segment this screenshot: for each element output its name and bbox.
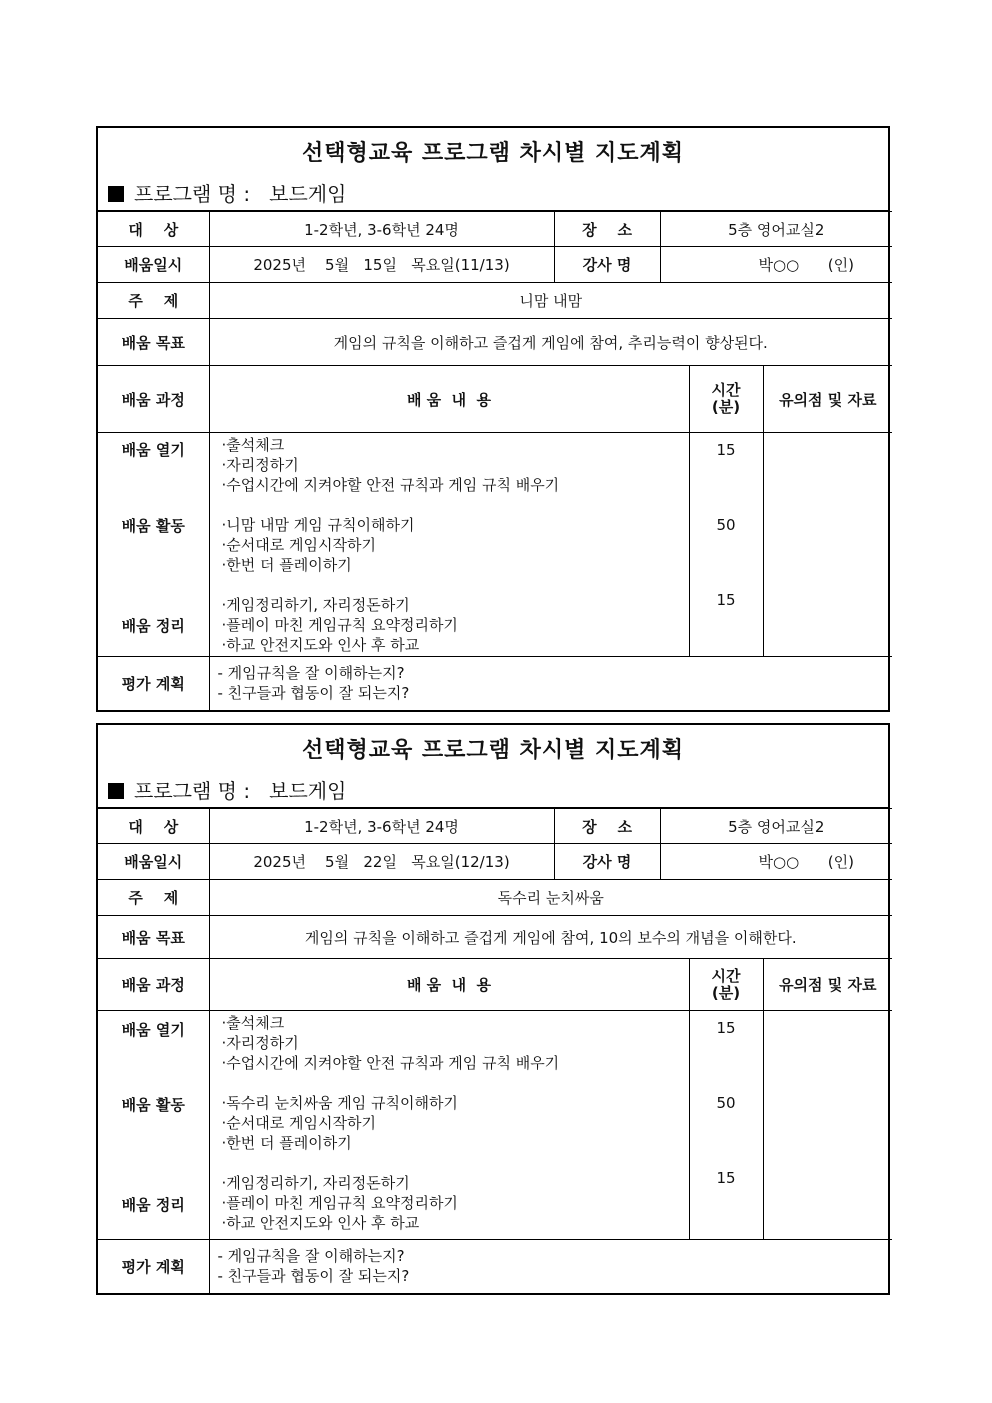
notes-header: 유의점 및 자료 — [763, 959, 892, 1011]
black-square-icon — [108, 783, 124, 799]
plan-table — [98, 211, 892, 710]
teacher-value: 박○○ (인) — [660, 247, 892, 283]
topic-value: 니맘 내맘 — [209, 283, 892, 319]
goal-value: 게임의 규칙을 이해하고 즐겁게 게임에 참여, 10의 보수의 개념을 이해한다. — [209, 916, 892, 959]
plan-title: 선택형교육 프로그램 차시별 지도계획 — [301, 141, 684, 166]
content-line: ·순서대로 게임시작하기 — [221, 1114, 376, 1132]
content-line: ·하교 안전지도와 인사 후 하교 — [221, 1214, 420, 1232]
topic-label: 주 제 — [98, 880, 209, 916]
place-label: 장 소 — [554, 212, 660, 247]
date-label: 배움일시 — [98, 844, 209, 880]
eval-line: - 게임규칙을 잘 이해하는지? — [217, 1247, 405, 1266]
plan-table — [98, 808, 892, 1293]
stage-name-closing: 배움 정리 — [121, 617, 185, 635]
time-header — [689, 959, 763, 1011]
content-line: ·출석체크 — [221, 436, 285, 454]
target-label: 대 상 — [98, 809, 209, 844]
time-closing: 15 — [716, 1169, 736, 1187]
notes-header: 유의점 및 자료 — [763, 366, 892, 433]
stage-names-cell — [98, 1011, 209, 1240]
program-name: 보드게임 — [269, 779, 347, 803]
goal-label: 배움 목표 — [98, 916, 209, 959]
content-line: ·플레이 마친 게임규칙 요약정리하기 — [221, 616, 458, 634]
target-value: 1-2학년, 3-6학년 24명 — [209, 809, 554, 844]
place-value: 5층 영어교실2 — [660, 809, 892, 844]
stage-name-opening: 배움 열기 — [121, 441, 185, 459]
time-cell — [689, 433, 763, 657]
teacher-label: 강사 명 — [554, 247, 660, 283]
topic-value: 독수리 눈치싸움 — [209, 880, 892, 916]
stage-name-activity: 배움 활동 — [121, 517, 185, 535]
time-activity: 50 — [716, 1094, 736, 1112]
date-value: 2025년 5월 15일 목요일(11/13) — [209, 247, 554, 283]
date-value: 2025년 5월 22일 목요일(12/13) — [209, 844, 554, 880]
content-line: ·자리정하기 — [221, 456, 299, 474]
content-line: ·하교 안전지도와 인사 후 하교 — [221, 636, 420, 654]
content-line: ·게임정리하기, 자리정돈하기 — [221, 1174, 410, 1192]
place-value: 5층 영어교실2 — [660, 212, 892, 247]
topic-label: 주 제 — [98, 283, 209, 319]
time-activity: 50 — [716, 516, 736, 534]
goal-value: 게임의 규칙을 이해하고 즐겁게 게임에 참여, 추리능력이 향상된다. — [209, 319, 892, 366]
program-name-line — [108, 178, 346, 207]
target-value: 1-2학년, 3-6학년 24명 — [209, 212, 554, 247]
content-header: 배 움 내 용 — [209, 366, 689, 433]
eval-cell — [209, 1240, 892, 1293]
plan-header — [98, 725, 888, 808]
eval-label: 평가 계획 — [98, 1240, 209, 1293]
time-header-line2: (분) — [711, 983, 741, 1002]
content-line: ·한번 더 플레이하기 — [221, 556, 352, 574]
lesson-plan-2 — [96, 723, 890, 1295]
content-line: ·수업시간에 지켜야할 안전 규칙과 게임 규칙 배우기 — [221, 476, 560, 494]
plan-title: 선택형교육 프로그램 차시별 지도계획 — [301, 738, 684, 763]
notes-cell — [763, 433, 892, 657]
content-line: ·독수리 눈치싸움 게임 규칙이해하기 — [221, 1094, 458, 1112]
stage-name-opening: 배움 열기 — [121, 1021, 185, 1039]
time-header-line1: 시간 — [711, 966, 741, 985]
eval-line: - 친구들과 협동이 잘 되는지? — [217, 684, 410, 703]
content-line: ·한번 더 플레이하기 — [221, 1134, 352, 1152]
process-header: 배움 과정 — [98, 959, 209, 1011]
lesson-content-cell — [209, 1011, 689, 1240]
teacher-value: 박○○ (인) — [660, 844, 892, 880]
time-header-line2: (분) — [711, 398, 741, 416]
content-line: ·게임정리하기, 자리정돈하기 — [221, 596, 410, 614]
eval-cell — [209, 657, 892, 710]
content-line: ·플레이 마친 게임규칙 요약정리하기 — [221, 1194, 458, 1212]
process-header: 배움 과정 — [98, 366, 209, 433]
time-closing: 15 — [716, 591, 736, 609]
eval-label: 평가 계획 — [98, 657, 209, 710]
lesson-plan-1 — [96, 126, 890, 712]
content-line: ·수업시간에 지켜야할 안전 규칙과 게임 규칙 배우기 — [221, 1054, 560, 1072]
time-header-line1: 시간 — [711, 381, 741, 399]
goal-label: 배움 목표 — [98, 319, 209, 366]
stage-names-cell — [98, 433, 209, 657]
target-label: 대 상 — [98, 212, 209, 247]
content-line: ·자리정하기 — [221, 1034, 299, 1052]
time-header — [689, 366, 763, 433]
date-label: 배움일시 — [98, 247, 209, 283]
program-name: 보드게임 — [269, 182, 347, 206]
eval-line: - 게임규칙을 잘 이해하는지? — [217, 664, 405, 683]
content-line: ·니맘 내맘 게임 규칙이해하기 — [221, 516, 415, 534]
notes-cell — [763, 1011, 892, 1240]
black-square-icon — [108, 186, 124, 202]
time-opening: 15 — [716, 1019, 736, 1037]
program-name-line — [108, 775, 346, 804]
lesson-content-cell — [209, 433, 689, 657]
stage-name-activity: 배움 활동 — [121, 1096, 185, 1114]
stage-name-closing: 배움 정리 — [121, 1196, 185, 1214]
time-opening: 15 — [716, 441, 736, 459]
teacher-label: 강사 명 — [554, 844, 660, 880]
content-header: 배 움 내 용 — [209, 959, 689, 1011]
content-line: ·순서대로 게임시작하기 — [221, 536, 376, 554]
time-cell — [689, 1011, 763, 1240]
content-line: ·출석체크 — [221, 1014, 285, 1032]
plan-header — [98, 128, 888, 211]
program-label: 프로그램 명 : — [134, 779, 251, 803]
program-label: 프로그램 명 : — [134, 182, 251, 206]
place-label: 장 소 — [554, 809, 660, 844]
eval-line: - 친구들과 협동이 잘 되는지? — [217, 1267, 410, 1286]
